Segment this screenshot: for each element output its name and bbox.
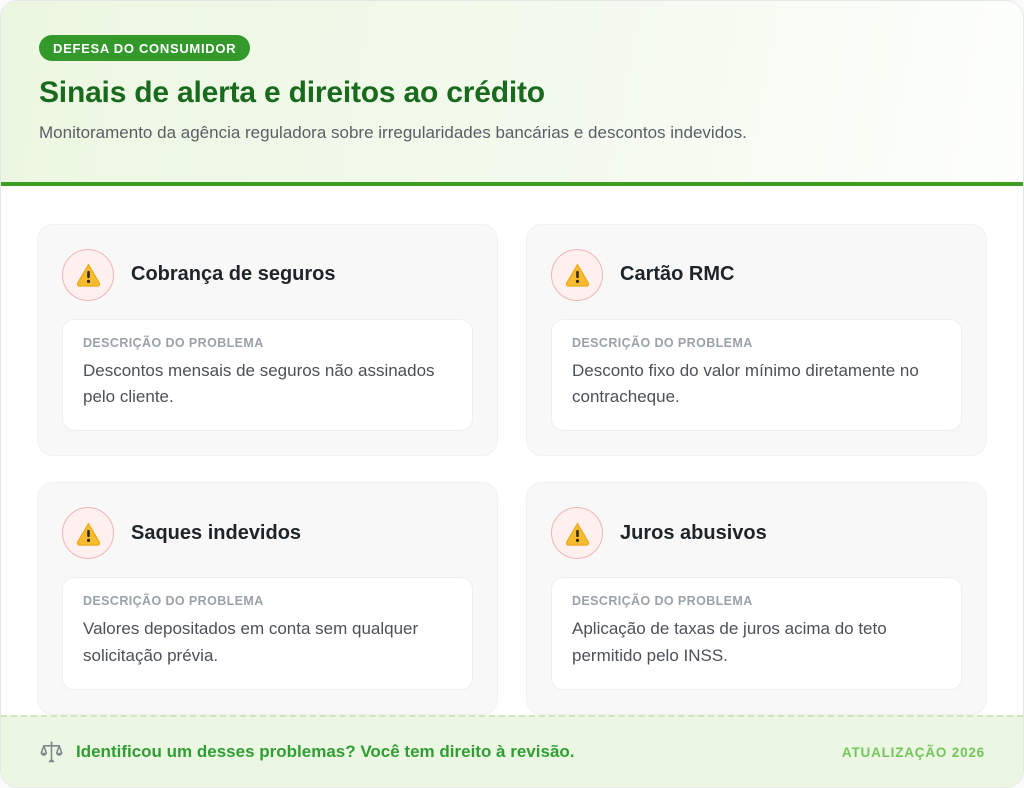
problem-description-box (551, 577, 962, 690)
card-title: Cartão RMC (620, 263, 735, 286)
card-header (62, 249, 473, 301)
description-text: Valores depositados em conta sem qualquer solicitação prévia. (83, 619, 419, 665)
description-text: Desconto fixo do valor mínimo diretamente no contracheque. (572, 360, 919, 407)
page-title: Sinais de alerta e direitos ao crédito (39, 76, 545, 109)
alert-card-juros-abusivos (526, 482, 987, 715)
description-label: DESCRIÇÃO DO PROBLEMA (572, 335, 753, 350)
description-label: DESCRIÇÃO DO PROBLEMA (83, 594, 264, 609)
card-header (62, 507, 473, 559)
description-label: DESCRIÇÃO DO PROBLEMA (572, 594, 753, 609)
warning-triangle-icon (62, 507, 114, 559)
header (1, 1, 1023, 186)
warning-triangle-icon (62, 249, 114, 301)
alert-card-cartao-rmc (526, 224, 987, 457)
card-header (551, 507, 962, 559)
problem-description-box (62, 319, 473, 432)
scales-icon (39, 740, 64, 765)
description-text: Aplicação de taxas de juros acima do teto permitido pelo INSS. (572, 619, 887, 665)
card-title: Juros abusivos (620, 521, 767, 544)
alert-card-cobranca-seguros (37, 224, 498, 457)
footer (1, 715, 1023, 787)
description-label: DESCRIÇÃO DO PROBLEMA (83, 335, 264, 350)
category-badge: DEFESA DO CONSUMIDOR (39, 35, 250, 61)
card-title: Saques indevidos (131, 521, 302, 544)
warning-triangle-icon (551, 507, 603, 559)
alert-card-saques-indevidos (37, 482, 498, 715)
problem-description-box (551, 319, 962, 432)
description-text: Descontos mensais de seguros não assinados pelo cliente. (83, 360, 435, 407)
cards-grid (1, 186, 1023, 715)
page-subtitle: Monitoramento da agência reguladora sobre irregularidades bancárias e descontos indevidos. (39, 123, 747, 142)
footer-message: Identificou um desses problemas? Você tem direito à revisão. (76, 742, 575, 762)
warning-triangle-icon (551, 249, 603, 301)
footer-message-group (39, 740, 575, 765)
problem-description-box (62, 577, 473, 690)
card-title: Cobrança de seguros (131, 263, 336, 286)
update-badge: ATUALIZAÇÃO 2026 (841, 744, 985, 760)
card-header (551, 249, 962, 301)
